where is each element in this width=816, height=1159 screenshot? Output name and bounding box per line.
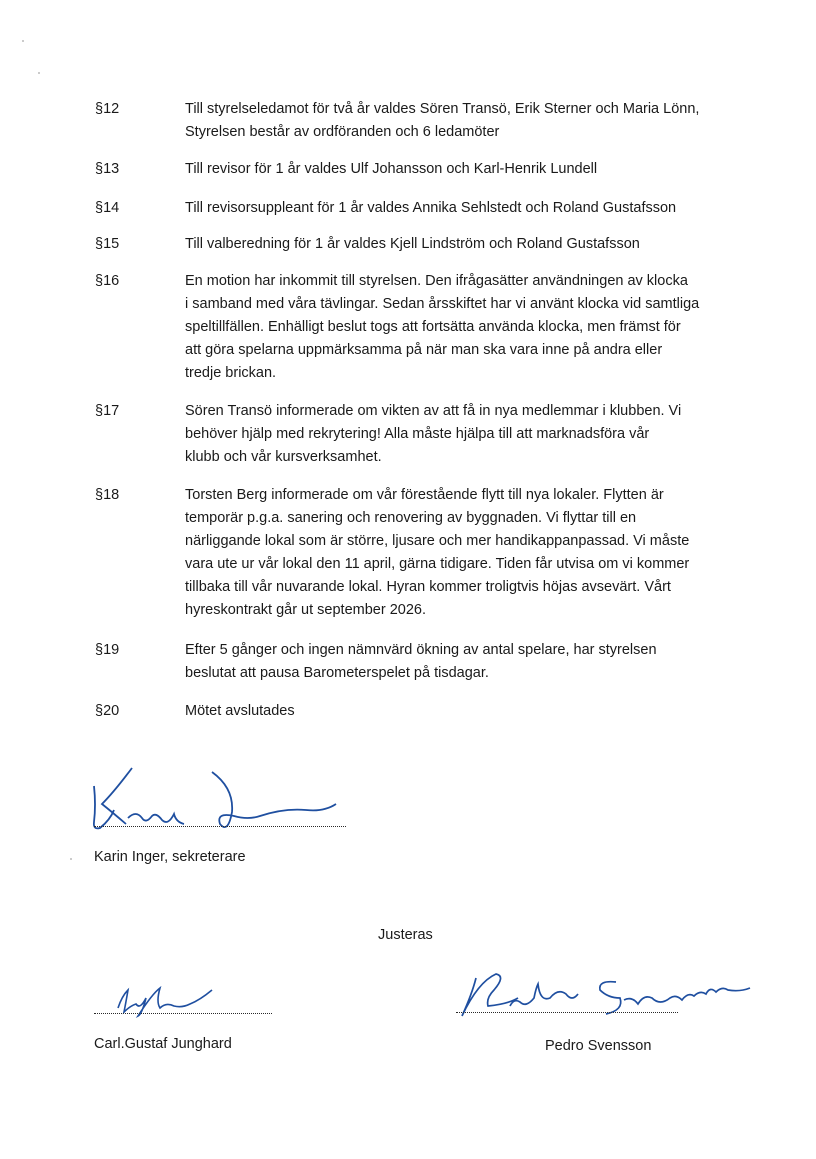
paragraph-text (185, 700, 745, 723)
paragraph-text (185, 197, 745, 220)
paragraph-text (185, 158, 745, 181)
paragraph-line: att göra spelarna uppmärksamma på när man ska vara inne på andra eller (185, 342, 663, 358)
paragraph-line: närliggande lokal som är större, ljusare och mer handikappanpassad. Vi måste (185, 533, 690, 549)
paragraph-number: §12 (95, 101, 120, 117)
paragraph-line: Till valberedning för 1 år valdes Kjell Lindström och Roland Gustafsson (185, 236, 640, 252)
paragraph-line: Till revisorsuppleant för 1 år valdes Annika Sehlstedt och Roland Gustafsson (185, 200, 677, 216)
paragraph-line: Torsten Berg informerade om vår förestående flytt till nya lokaler. Flytten är (185, 487, 664, 503)
paragraph-line: Sören Transö informerade om vikten av att få in nya medlemmar i klubben. Vi (185, 403, 682, 419)
signature-carl-gustaf-junghard (100, 978, 230, 1018)
signature-pedro-svensson (448, 958, 758, 1028)
left-adjuster-name: Carl.Gustaf Junghard (94, 1036, 232, 1052)
paragraph-number: §13 (95, 161, 120, 177)
paragraph-line: Styrelsen består av ordföranden och 6 ledamöter (185, 124, 500, 140)
adjust-label: Justeras (378, 927, 433, 943)
paragraph-line: Mötet avslutades (185, 703, 295, 719)
scan-speck (70, 858, 72, 860)
paragraph-line: behöver hjälp med rekrytering! Alla måste hjälpa till att marknadsföra vår (185, 426, 650, 442)
paragraph-text (185, 98, 745, 144)
paragraph-number: §19 (95, 642, 120, 658)
paragraph-line: Till revisor för 1 år valdes Ulf Johansson och Karl-Henrik Lundell (185, 161, 598, 177)
paragraph-line: tillbaka till vår nuvarande lokal. Hyran kommer troligtvis höjas avsevärt. Vårt (185, 579, 671, 595)
paragraph-line: tredje brickan. (185, 365, 277, 381)
paragraph-text (185, 639, 745, 685)
paragraph-line: En motion har inkommit till styrelsen. Den ifrågasätter användningen av klocka (185, 273, 688, 289)
secretary-name: Karin Inger, sekreterare (94, 849, 246, 865)
paragraph-line: Efter 5 gånger och ingen nämnvärd ökning av antal spelare, har styrelsen (185, 642, 657, 658)
secretary-signature-line (94, 826, 346, 827)
right-adjuster-signature-line (456, 1012, 678, 1013)
signature-karin-inger (84, 760, 354, 840)
paragraph-line: i samband med våra tävlingar. Sedan årsskiftet har vi använt klocka vid samtliga (185, 296, 700, 312)
scan-speck (38, 72, 40, 74)
right-adjuster-name: Pedro Svensson (545, 1038, 652, 1054)
paragraph-number: §17 (95, 403, 120, 419)
paragraph-text (185, 270, 745, 385)
paragraph-text (185, 484, 745, 622)
paragraph-line: Till styrelseledamot för två år valdes Sören Transö, Erik Sterner och Maria Lönn, (185, 101, 700, 117)
left-adjuster-signature-line (94, 1013, 272, 1014)
paragraph-line: hyreskontrakt går ut september 2026. (185, 602, 426, 618)
paragraph-text (185, 400, 745, 469)
paragraph-number: §16 (95, 273, 120, 289)
paragraph-text (185, 233, 745, 256)
paragraph-number: §15 (95, 236, 120, 252)
paragraph-line: beslutat att pausa Barometerspelet på tisdagar. (185, 665, 489, 681)
paragraph-number: §14 (95, 200, 120, 216)
paragraph-line: temporär p.g.a. sanering och renovering av byggnaden. Vi flyttar till en (185, 510, 637, 526)
paragraph-line: klubb och vår kursverksamhet. (185, 449, 382, 465)
paragraph-line: vara ute ur vår lokal den 11 april, gärna tidigare. Tiden får utvisa om vi kommer (185, 556, 690, 572)
paragraph-line: speltillfällen. Enhälligt beslut togs att fortsätta använda klocka, men främst för (185, 319, 681, 335)
scan-speck (22, 40, 24, 42)
paragraph-number: §20 (95, 703, 120, 719)
paragraph-number: §18 (95, 487, 120, 503)
